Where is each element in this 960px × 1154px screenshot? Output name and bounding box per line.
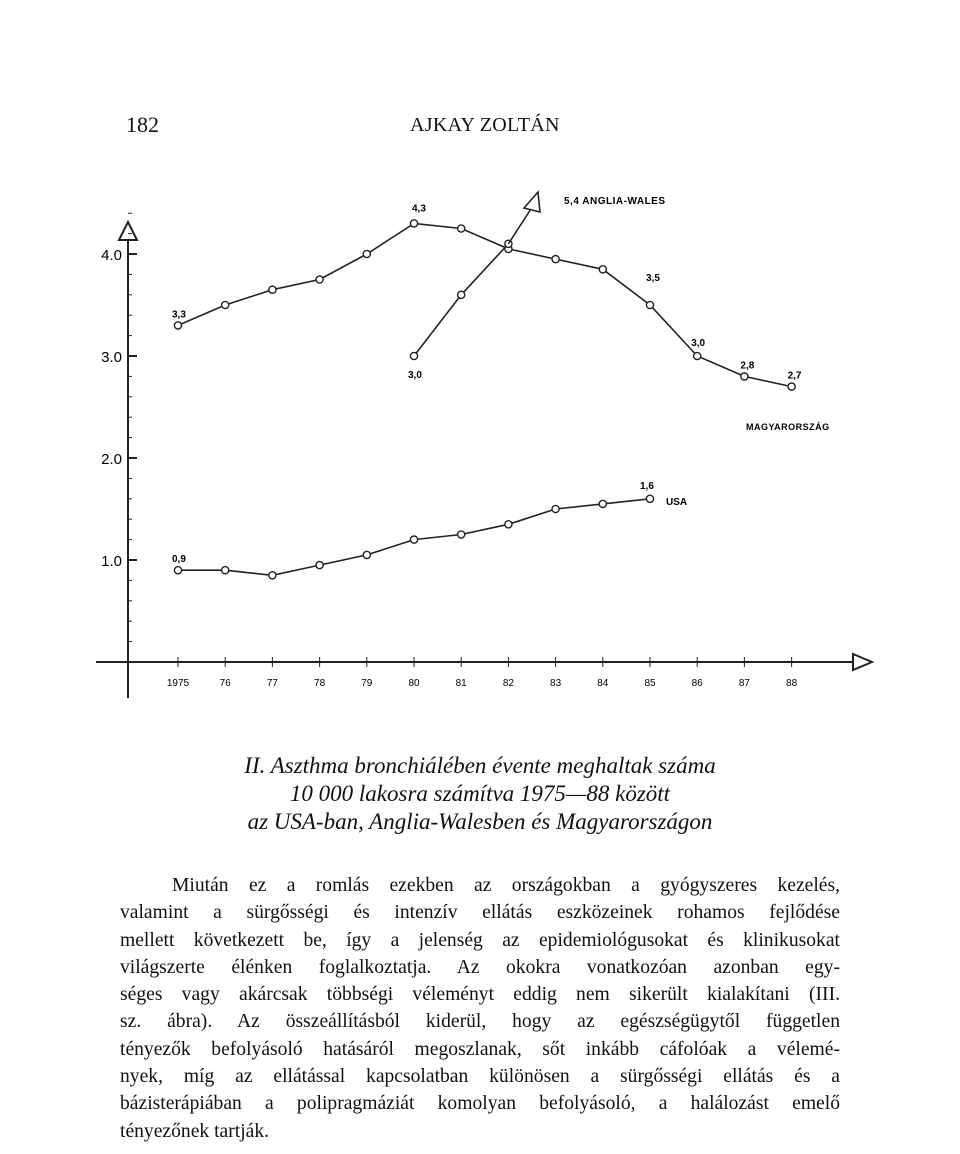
hungary-point — [269, 286, 276, 293]
x-tick-label: 87 — [738, 678, 750, 689]
hungary-point — [599, 266, 606, 273]
figure-caption — [0, 752, 960, 836]
hungary-point — [458, 225, 465, 232]
x-tick-label: 82 — [502, 678, 514, 689]
usa-point — [552, 505, 559, 512]
x-tick-label: 79 — [361, 678, 373, 689]
body-line: tényezők befolyásoló hatásáról megoszlanak, sőt inkább cáfolóak a vélemé- — [120, 1038, 840, 1060]
caption-line-2: 10 000 lakosra számítva 1975—88 között — [289, 781, 671, 806]
hungary-series-label: MAGYARORSZÁG — [746, 422, 830, 432]
x-tick-label: 77 — [266, 678, 278, 689]
usa-series-label: USA — [666, 497, 688, 508]
usa-point — [599, 500, 606, 507]
y-tick-label: 1.0 — [101, 553, 122, 570]
anglia-wales-point — [458, 291, 465, 298]
hungary-value-label: 4,3 — [412, 203, 426, 215]
caption-line-1: II. Aszthma bronchiálében évente meghaltak száma — [244, 753, 716, 778]
usa-point — [316, 562, 323, 569]
hungary-point — [222, 301, 229, 308]
hungary-value-label: 2,7 — [787, 370, 802, 382]
hungary-point — [363, 250, 370, 257]
anglia-wales-arrow-head — [524, 192, 540, 212]
usa-point — [505, 521, 512, 528]
usa-point — [269, 572, 276, 579]
hungary-point — [316, 276, 323, 283]
body-line: világszerte élénken foglalkoztatja. Az okokra vonatkozóan azonban egy- — [120, 956, 840, 978]
body-paragraph — [120, 872, 840, 1145]
x-tick-label: 88 — [786, 678, 798, 689]
hungary-point — [788, 383, 795, 390]
hungary-point — [741, 373, 748, 380]
usa-point — [458, 531, 465, 538]
body-line: nyek, míg az ellátással kapcsolatban különösen a sürgősségi ellátás és a — [120, 1066, 840, 1088]
body-line: bázisterápiában a polipragmáziát komolyan befolyásoló, a halálozást emelő — [120, 1093, 840, 1115]
hungary-value-label: 3,0 — [691, 338, 706, 349]
x-axis-arrow — [853, 654, 872, 670]
usa-point — [174, 567, 181, 574]
hungary-value-label: 2,8 — [740, 360, 755, 372]
y-axis-arrow — [119, 222, 137, 240]
hungary-point — [646, 301, 653, 308]
usa-point — [646, 495, 653, 502]
anglia-wales-point — [410, 352, 417, 359]
x-tick-label: 86 — [691, 678, 703, 689]
y-tick-label: 4.0 — [101, 247, 122, 264]
x-tick-label: 76 — [219, 678, 231, 689]
usa-point — [410, 536, 417, 543]
anglia-wales-value-label: 3,0 — [408, 370, 422, 381]
x-tick-label: 85 — [644, 678, 656, 689]
body-line: séges vagy akárcsak többségi véleményt eddig nem sikerült kialakítani (III. — [120, 984, 840, 1006]
body-line: mellett következett be, így a jelenség az epidemiológusokat és klinikusokat — [120, 929, 840, 951]
running-title: AJKAY ZOLTÁN — [410, 114, 560, 136]
body-line: sz. ábra). Az összeállításból kiderül, hogy az egészségügytől független — [120, 1011, 840, 1033]
anglia-wales-series-label: 5,4 ANGLIA-WALES — [564, 196, 666, 207]
hungary-point — [552, 256, 559, 263]
x-tick-label: 83 — [550, 678, 562, 689]
y-tick-label: 3.0 — [101, 349, 122, 366]
usa-point — [222, 567, 229, 574]
caption-line-3: az USA-ban, Anglia-Walesben és Magyarországon — [247, 809, 713, 834]
hungary-value-label: 3,5 — [646, 273, 660, 284]
y-tick-label: 2.0 — [101, 451, 122, 468]
hungary-point — [694, 352, 701, 359]
anglia-wales-line — [414, 244, 508, 356]
usa-value-label: 0,9 — [172, 554, 186, 566]
x-tick-label: 78 — [314, 678, 326, 689]
hungary-point — [174, 322, 181, 329]
usa-point — [363, 551, 370, 558]
body-line: valamint a sürgősségi és intenzív ellátás eszközeinek rohamos fejlődése — [120, 902, 840, 924]
usa-value-label: 1,6 — [640, 480, 654, 492]
body-line: tényezőnek tartják. — [120, 1120, 270, 1142]
hungary-point — [410, 220, 417, 227]
x-tick-label: 1975 — [166, 678, 190, 689]
x-tick-label: 81 — [455, 678, 467, 689]
body-line: Miután ez a romlás ezekben az országokban a gyógyszeres kezelés, — [172, 875, 840, 896]
hungary-line — [178, 223, 792, 386]
x-tick-label: 80 — [408, 678, 420, 689]
x-tick-label: 84 — [597, 678, 609, 689]
page-number: 182 — [126, 112, 159, 137]
hungary-value-label: 3,3 — [172, 309, 186, 321]
